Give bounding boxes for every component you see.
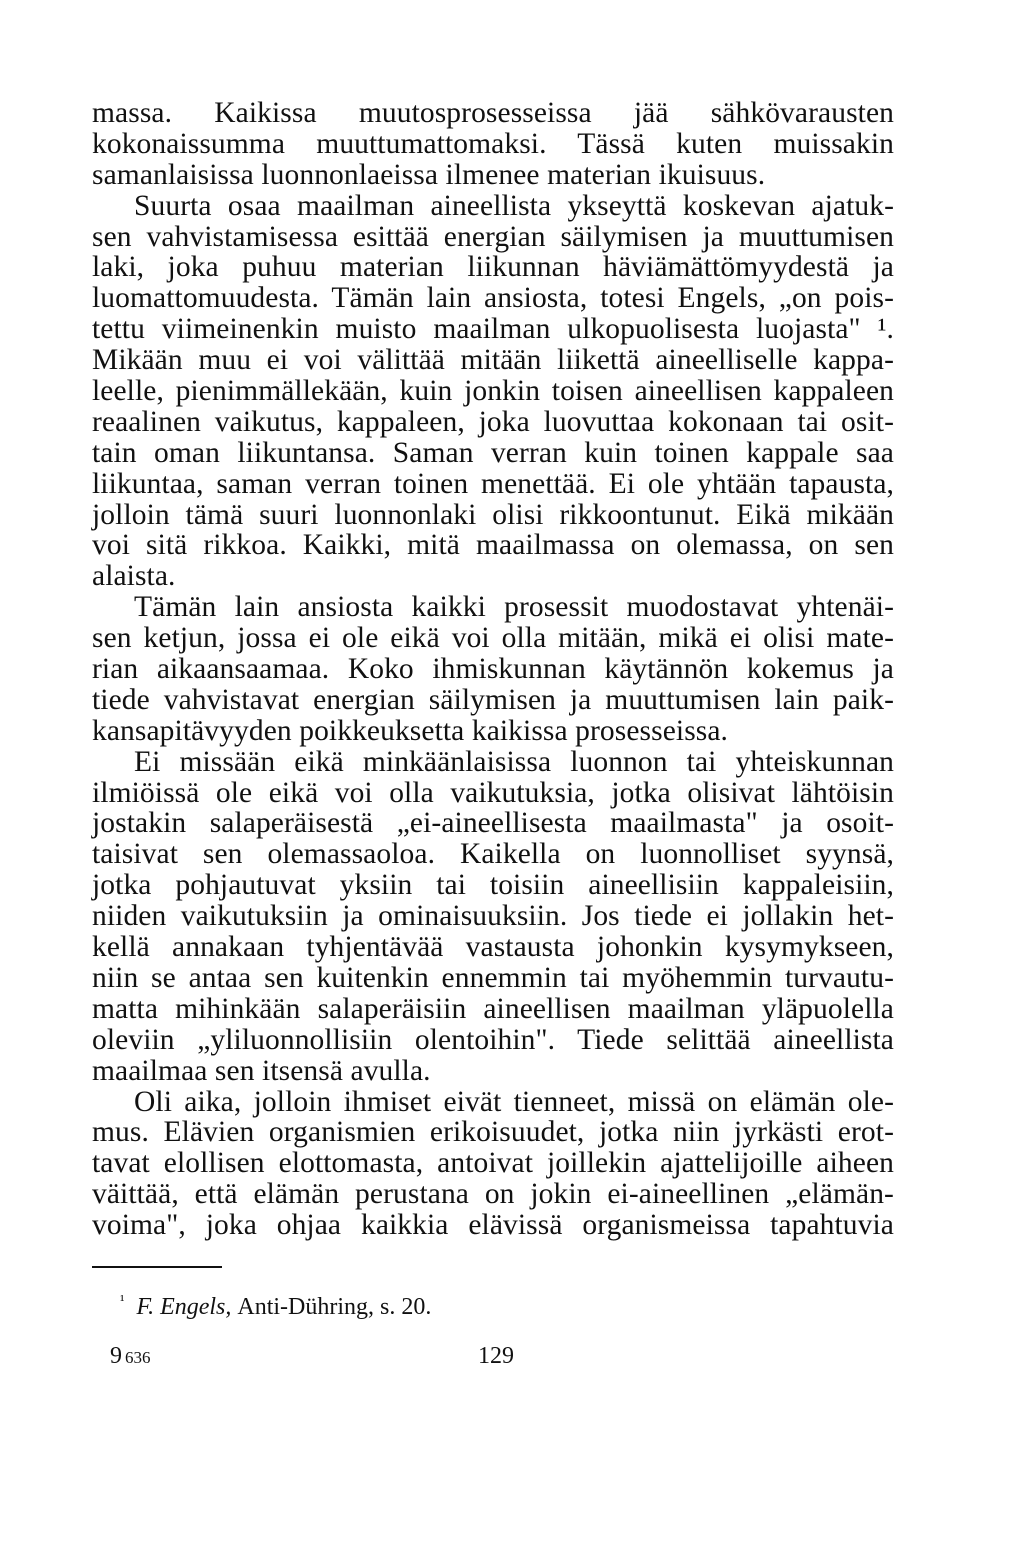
page-body-text <box>92 98 894 1241</box>
text-line: voi sitä rikkoa. Kaikki, mitä maailmassa on olemassa, on sen <box>92 529 894 562</box>
text-line: niiden vaikutuksiin ja ominaisuuksiin. Jos tiede ei jollakin het- <box>92 900 894 933</box>
sheet-signature <box>110 1342 151 1372</box>
text-line: jolloin tämä suuri luonnonlaki olisi rikkoontunut. Eikä mikään <box>92 498 894 531</box>
footnote <box>120 1287 431 1321</box>
text-line: voima", joka ohjaa kaikkia elävissä organismeissa tapahtuvia <box>92 1209 894 1242</box>
text-line: Mikään muu ei voi välittää mitään liikettä aineelliselle kappa- <box>92 344 894 377</box>
text-line: Suurta osaa maailman aineellista ykseyttä koskevan ajatuk- <box>134 189 894 222</box>
text-line: luomattomuudesta. Tämän lain ansiosta, totesi Engels, „on pois- <box>92 282 894 315</box>
text-line: samanlaisissa luonnonlaeissa ilmenee materian ikuisuus. <box>92 158 766 191</box>
text-line: maailmaa sen itsensä avulla. <box>92 1054 431 1087</box>
signature-code: 636 <box>125 1347 151 1367</box>
text-line: mus. Elävien organismien erikoisuudet, jotka niin jyrkästi erot- <box>92 1116 894 1149</box>
text-line: leelle, pienimmällekään, kuin jonkin toisen aineellisen kappaleen <box>92 375 894 408</box>
text-line: kellä annakaan tyhjentävää vastausta johonkin kysymykseen, <box>92 931 894 964</box>
text-line: jostakin salaperäisestä „ei-aineellisesta maailmasta" ja osoit- <box>92 807 894 840</box>
text-line: laki, joka puhuu materian liikunnan häviämättömyydestä ja <box>92 251 894 284</box>
footnote-marker: ¹ <box>120 1292 125 1309</box>
text-line: liikuntaa, saman verran toinen menettää. Ei ole yhtään tapausta, <box>92 467 894 500</box>
text-line: oleviin „yliluonnollisiin olentoihin". Tiede selittää aineellista <box>92 1023 894 1056</box>
text-line: tiede vahvistavat energian säilymisen ja muuttumisen lain paik- <box>92 683 894 716</box>
text-line: kansapitävyyden poikkeuksetta kaikissa prosesseissa. <box>92 714 729 747</box>
footnote-work: Anti-Dühring, s. 20. <box>237 1293 432 1320</box>
footnote-separator <box>92 1266 222 1268</box>
text-line: jotka pohjautuvat yksiin tai toisiin aineellisiin kappaleisiin, <box>92 869 894 902</box>
text-line: kokonaissumma muuttumattomaksi. Tässä kuten muissakin <box>92 127 894 160</box>
text-line: väittää, että elämän perustana on jokin ei-aineellinen „elämän- <box>92 1178 894 1211</box>
signature-number: 9 <box>110 1342 122 1369</box>
text-line: sen vahvistamisessa esittää energian säilymisen ja muuttumisen <box>92 220 894 253</box>
text-line: alaista. <box>92 560 176 593</box>
footnote-author: F. Engels, <box>136 1293 232 1320</box>
text-line: tain oman liikuntansa. Saman verran kuin toinen kappale saa <box>92 436 894 469</box>
text-line: rian aikaansaamaa. Koko ihmiskunnan käytännön kokemus ja <box>92 653 894 686</box>
text-line: niin se antaa sen kuitenkin ennemmin tai myöhemmin turvautu- <box>92 961 894 994</box>
text-line: taisivat sen olemassaoloa. Kaikella on luonnolliset syynsä, <box>92 838 894 871</box>
text-line: sen ketjun, jossa ei ole eikä voi olla mitään, mikä ei olisi mate- <box>92 622 894 655</box>
text-line: Tämän lain ansiosta kaikki prosessit muodostavat yhtenäi- <box>134 591 894 624</box>
text-line: Oli aika, jolloin ihmiset eivät tienneet, missä on elämän ole- <box>134 1085 894 1118</box>
text-line: tettu viimeinenkin muisto maailman ulkopuolisesta luojasta" ¹. <box>92 313 894 346</box>
page-number: 129 <box>478 1342 514 1369</box>
text-line: ilmiöissä ole eikä voi olla vaikutuksia, jotka olisivat lähtöisin <box>92 776 894 809</box>
text-line: massa. Kaikissa muutosprosesseissa jää sähkövarausten <box>92 97 894 129</box>
text-line: reaalinen vaikutus, kappaleen, joka luovuttaa kokonaan tai osit- <box>92 405 894 438</box>
text-line: tavat elollisen elottomasta, antoivat joillekin ajattelijoille aiheen <box>92 1147 894 1180</box>
text-line: matta mihinkään salaperäisiin aineellisen maailman yläpuolella <box>92 992 894 1025</box>
text-line: Ei missään eikä minkäänlaisissa luonnon tai yhteiskunnan <box>134 745 894 778</box>
